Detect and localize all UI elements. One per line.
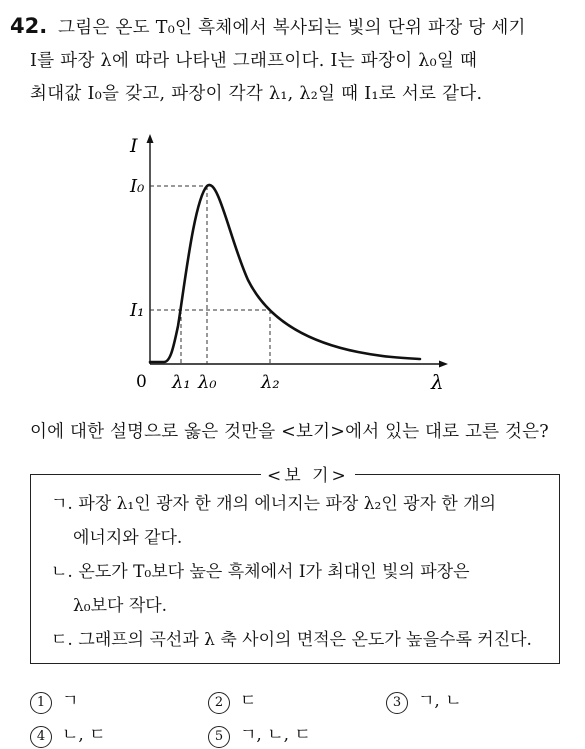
question-line-3: 최대값 I₀을 갖고, 파장이 각각 λ₁, λ₂일 때 I₁로 서로 같다. — [30, 84, 483, 104]
bogi-item-1-text: 파장 λ₁인 광자 한 개의 에너지는 파장 λ₂인 광자 한 개의 — [78, 494, 497, 514]
question-prompt: 이에 대한 설명으로 옳은 것만을 <보기>에서 있는 대로 고른 것은? — [30, 422, 549, 442]
x-axis-arrow — [439, 361, 448, 368]
option-5-text: ㄱ, ㄴ, ㄷ — [240, 725, 311, 745]
y-tick-i1: I₁ — [130, 300, 145, 321]
option-1-number: 1 — [30, 692, 52, 714]
bogi-item-2 — [51, 555, 470, 589]
question-number: 42. — [10, 14, 48, 38]
option-4-number: 4 — [30, 726, 52, 748]
option-2-number: 2 — [208, 692, 230, 714]
y-tick-i0: I₀ — [130, 176, 145, 197]
option-2[interactable] — [208, 686, 256, 714]
option-4-text: ㄴ, ㄷ — [62, 725, 106, 745]
bogi-title: <보 기> — [261, 461, 355, 486]
option-5-number: 5 — [208, 726, 230, 748]
bogi-item-1-cont: 에너지와 같다. — [73, 528, 183, 548]
option-3-number: 3 — [386, 692, 408, 714]
bogi-item-2-text: 온도가 T₀보다 높은 흑체에서 I가 최대인 빛의 파장은 — [78, 562, 470, 582]
origin-label: 0 — [136, 372, 147, 392]
x-tick-lambda2: λ₂ — [261, 372, 280, 393]
bogi-item-3 — [51, 623, 532, 657]
option-1[interactable] — [30, 686, 78, 714]
question-text — [30, 12, 574, 111]
bogi-item-2-mark: ㄴ. — [51, 562, 73, 582]
y-axis-arrow — [147, 134, 154, 143]
bogi-item-1 — [51, 487, 496, 521]
bogi-item-1-mark: ㄱ. — [51, 494, 73, 514]
bogi-item-3-mark: ㄷ. — [51, 630, 73, 650]
x-axis-label: λ — [431, 370, 444, 394]
option-2-text: ㄷ — [240, 691, 257, 711]
option-1-text: ㄱ — [62, 691, 79, 711]
option-3-text: ㄱ, ㄴ — [418, 691, 462, 711]
bogi-box — [30, 466, 560, 664]
option-5[interactable] — [208, 720, 311, 748]
option-4[interactable] — [30, 720, 106, 748]
bogi-item-3-text: 그래프의 곡선과 λ 축 사이의 면적은 온도가 높을수록 커진다. — [78, 630, 532, 650]
question-line-2: I를 파장 λ에 따라 나타낸 그래프이다. I는 파장이 λ₀일 때 — [30, 51, 478, 71]
x-tick-lambda0: λ₀ — [198, 372, 217, 393]
y-axis-label: I — [130, 135, 138, 157]
option-3[interactable] — [386, 686, 462, 714]
blackbody-curve — [150, 185, 420, 362]
intensity-wavelength-graph — [118, 130, 458, 400]
question-line-1: 그림은 온도 T₀인 흑체에서 복사되는 빛의 단위 파장 당 세기 — [58, 18, 526, 38]
bogi-item-2-cont: λ₀보다 작다. — [73, 596, 168, 616]
x-tick-lambda1: λ₁ — [172, 372, 191, 393]
